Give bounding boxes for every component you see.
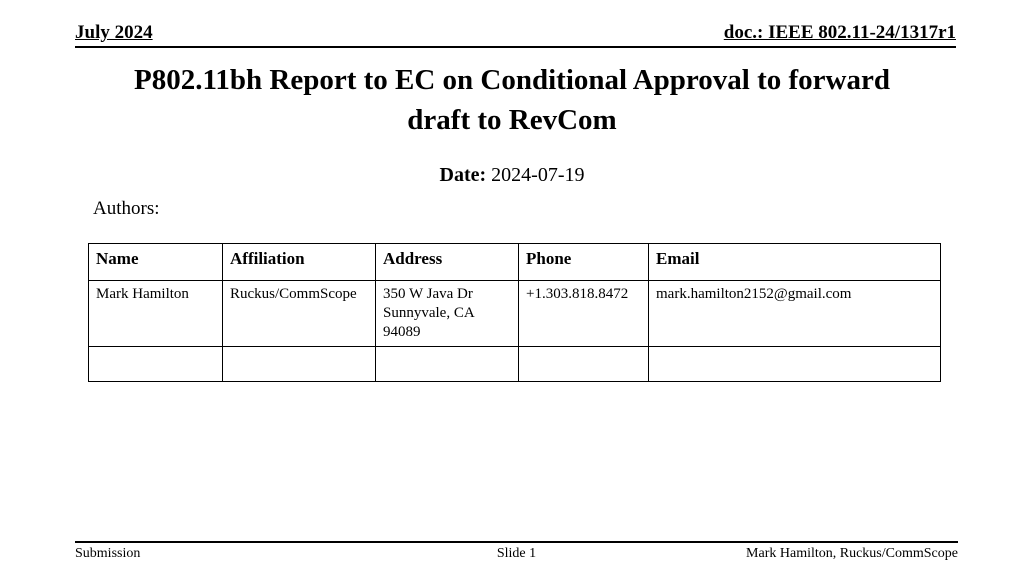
address-line: 94089 <box>383 324 421 340</box>
slide-title: P802.11bh Report to EC on Conditional Approval to forward draft to RevCom <box>134 64 890 136</box>
cell-name: Mark Hamilton <box>89 281 223 347</box>
authors-label: Authors: <box>93 198 160 219</box>
date-value: 2024-07-19 <box>491 164 585 186</box>
column-header-address: Address <box>376 244 519 281</box>
cell-email <box>649 347 941 382</box>
slide-header <box>75 22 956 48</box>
footer-slide-number: Slide 1 <box>496 546 537 561</box>
authors-table <box>88 243 941 382</box>
cell-name <box>89 347 223 382</box>
cell-affiliation: Ruckus/CommScope <box>223 281 376 347</box>
table-row <box>89 281 941 347</box>
address-line: Sunnyvale, CA <box>383 305 475 321</box>
cell-address <box>376 347 519 382</box>
cell-affiliation <box>223 347 376 382</box>
column-header-name: Name <box>89 244 223 281</box>
column-header-affiliation: Affiliation <box>223 244 376 281</box>
header-doc-number: doc.: IEEE 802.11-24/1317r1 <box>723 22 956 43</box>
table-row-empty <box>89 347 941 382</box>
date-line <box>0 163 1024 187</box>
slide-footer <box>75 541 958 562</box>
cell-phone: +1.303.818.8472 <box>519 281 649 347</box>
footer-author-credit: Mark Hamilton, Ruckus/CommScope <box>746 546 958 561</box>
column-header-email: Email <box>649 244 941 281</box>
column-header-phone: Phone <box>519 244 649 281</box>
cell-address <box>376 281 519 347</box>
header-month-year: July 2024 <box>75 22 153 43</box>
cell-phone <box>519 347 649 382</box>
cell-email: mark.hamilton2152@gmail.com <box>649 281 941 347</box>
date-label: Date: <box>439 164 487 186</box>
footer-submission: Submission <box>75 546 141 561</box>
authors-table-header-row <box>89 244 941 281</box>
address-line: 350 W Java Dr <box>383 286 473 302</box>
